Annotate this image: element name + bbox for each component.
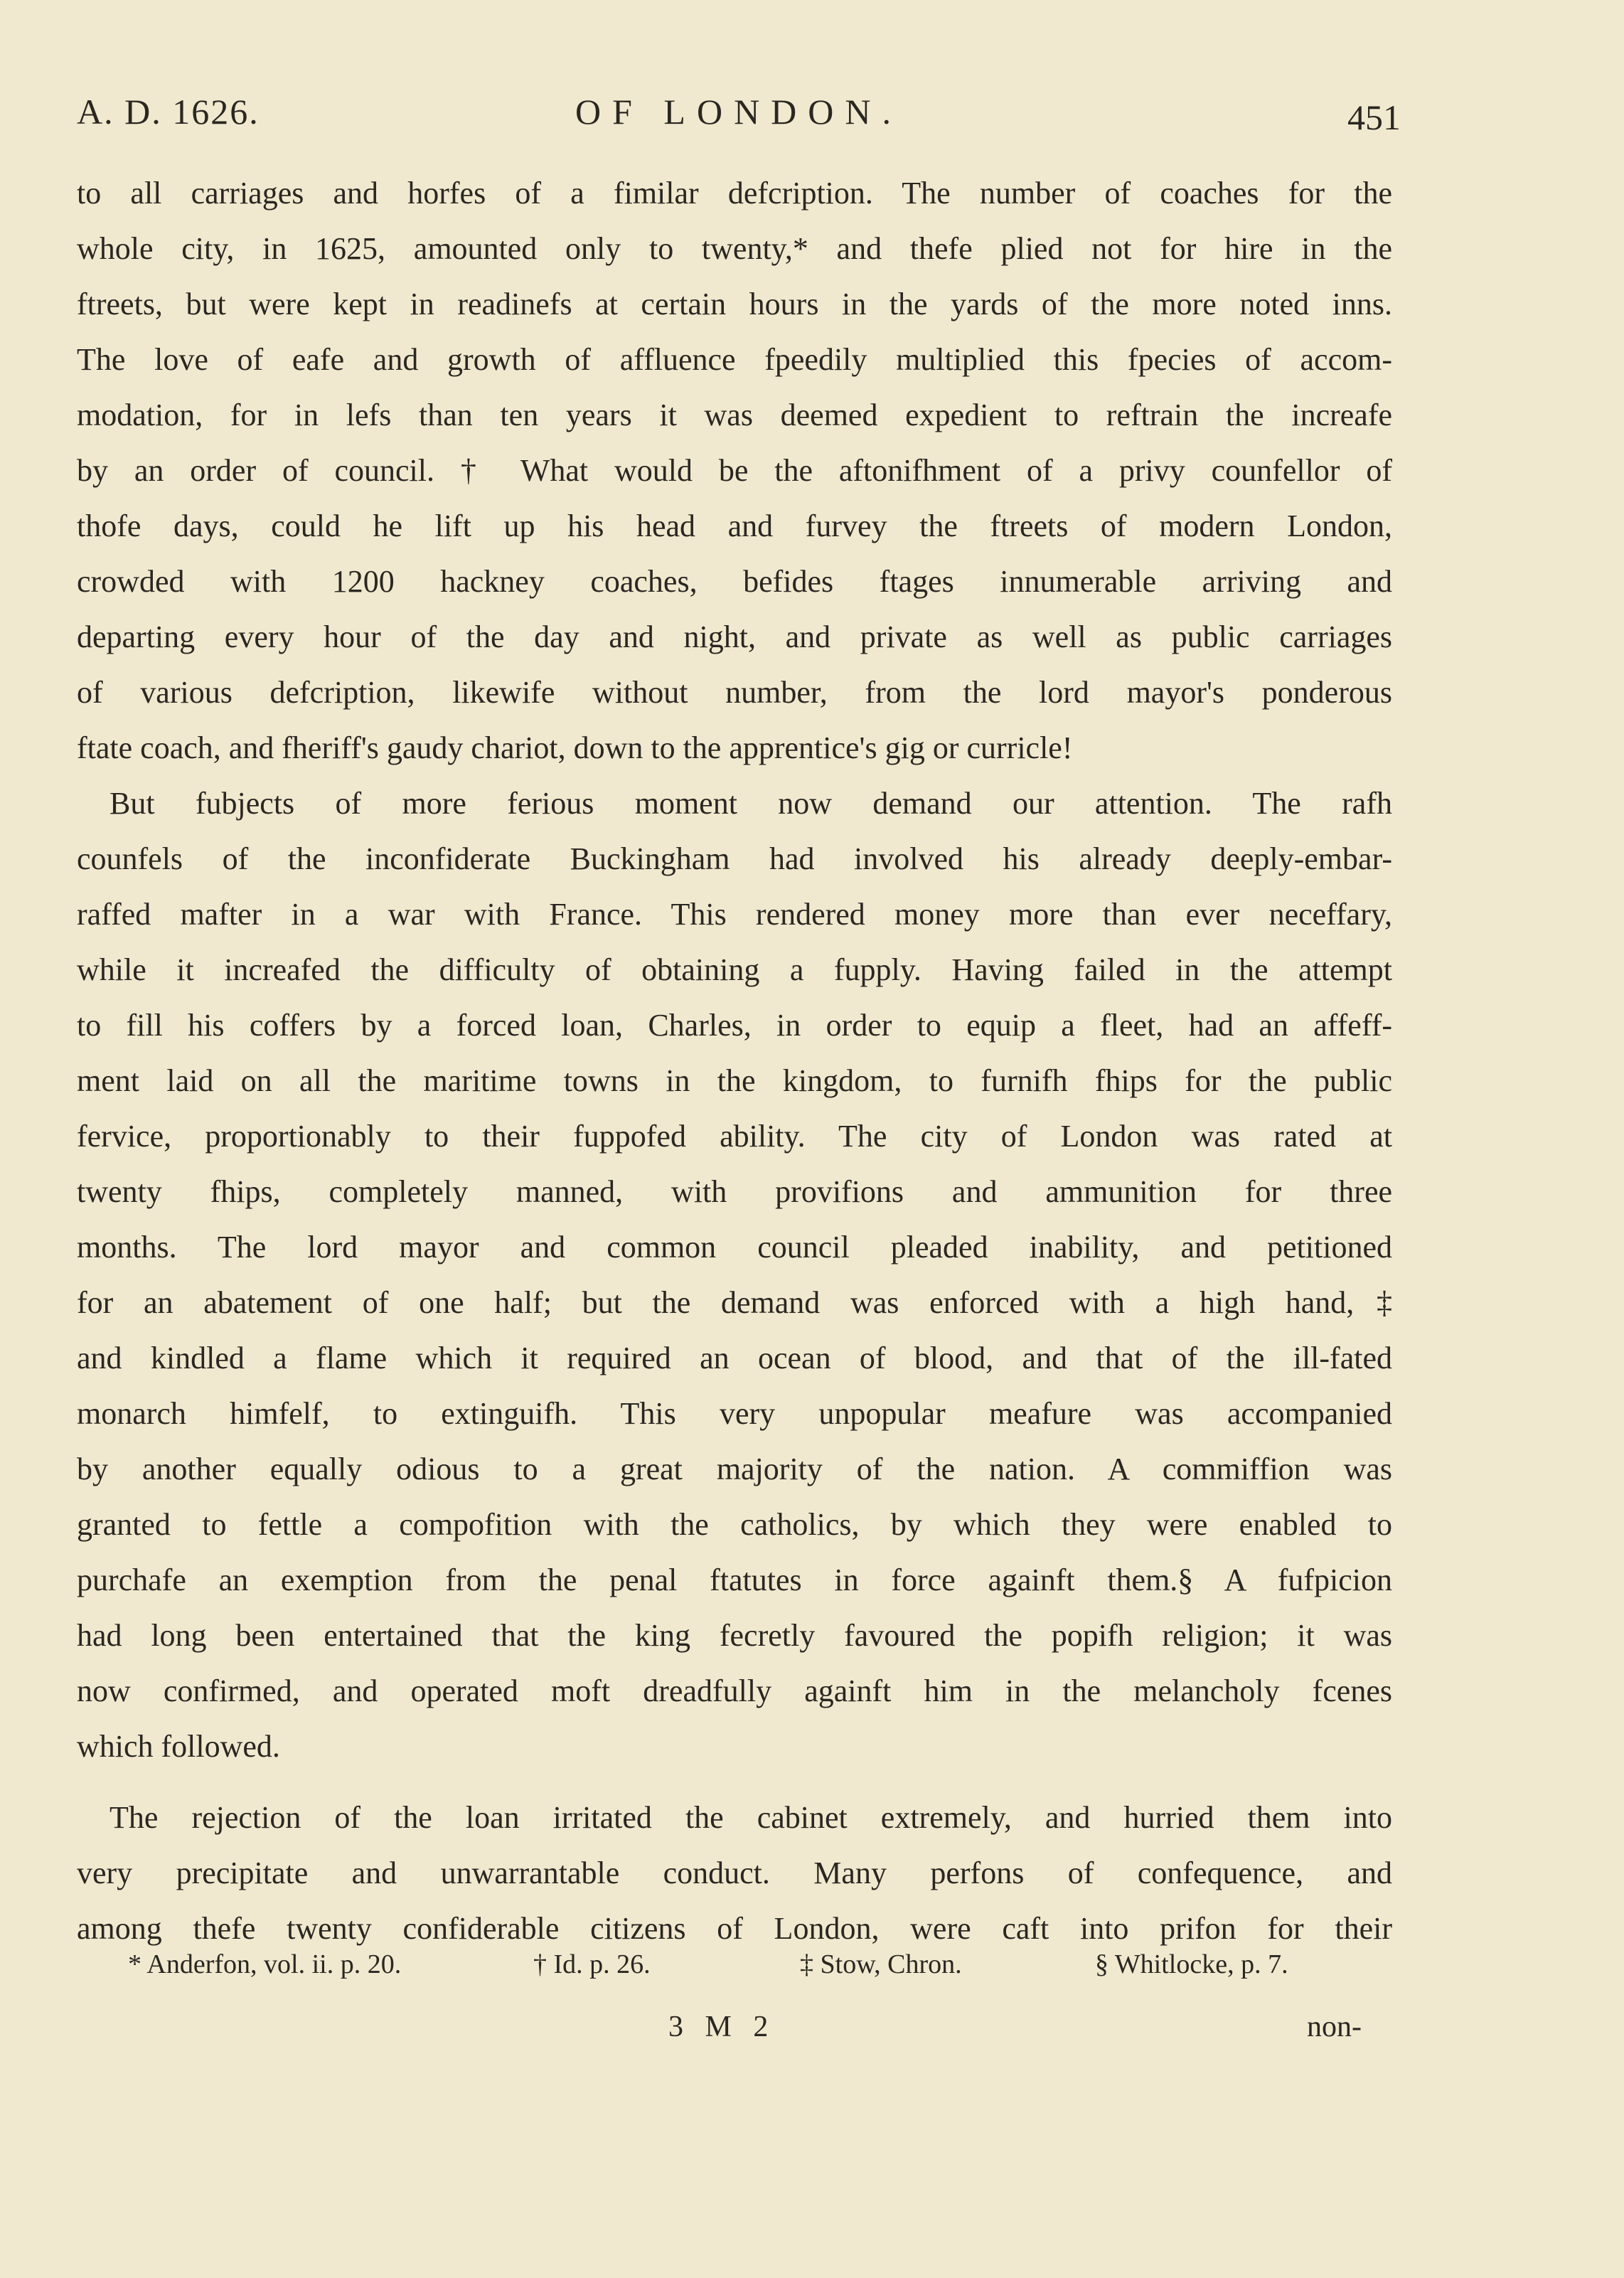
text-line: raffed mafter in a war with France. This rendered money more than ever neceffary, — [77, 897, 1392, 932]
text-line: and kindled a flame which it required an ocean of blood, and that of the ill-fated — [77, 1341, 1392, 1375]
running-header — [77, 91, 1401, 148]
text-line: very precipitate and unwarrantable conduct. Many perfons of confequence, and — [77, 1856, 1392, 1890]
footnote: * Anderfon, vol. ii. p. 20. — [128, 1949, 402, 1979]
text-line: whole city, in 1625, amounted only to twenty,* and thefe plied not for hire in the — [77, 231, 1392, 266]
text-line: twenty fhips, completely manned, with provifions and ammunition for three — [77, 1174, 1392, 1209]
text-line: ftreets, but were kept in readinefs at certain hours in the yards of the more noted inns. — [77, 287, 1392, 321]
text-line: ftate coach, and fheriff's gaudy chariot, down to the apprentice's gig or curricle! — [77, 730, 1073, 765]
text-line: now confirmed, and operated moft dreadfully againft him in the melancholy fcenes — [77, 1673, 1392, 1708]
text-line: thofe days, could he lift up his head and furvey the ftreets of modern London, — [77, 509, 1392, 543]
signature-mark: 3 M 2 — [668, 2011, 776, 2043]
text-line: modation, for in lefs than ten years it was deemed expedient to reftrain the increafe — [77, 398, 1392, 432]
text-line: departing every hour of the day and night, and private as well as public carriages — [77, 619, 1392, 654]
text-line: among thefe twenty confiderable citizens of London, were caft into prifon for their — [77, 1911, 1392, 1946]
text-line: ment laid on all the maritime towns in the kingdom, to furnifh fhips for the public — [77, 1063, 1392, 1098]
text-line: granted to fettle a compofition with the catholics, by which they were enabled to — [77, 1507, 1392, 1542]
footnote: † Id. p. 26. — [533, 1949, 651, 1979]
text-line: to fill his coffers by a forced loan, Charles, in order to equip a fleet, had an affeff- — [77, 1008, 1392, 1043]
footnote: § Whitlocke, p. 7. — [1095, 1949, 1288, 1979]
paragraph-gap — [77, 1774, 1392, 1790]
text-line: The love of eafe and growth of affluence fpeedily multiplied this fpecies of accom- — [77, 342, 1392, 377]
text-line: crowded with 1200 hackney coaches, befides ftages innumerable arriving and — [77, 564, 1392, 599]
text-line: had long been entertained that the king fecretly favoured the popifh religion; it was — [77, 1618, 1392, 1653]
header-date: A. D. 1626. — [77, 92, 260, 132]
text-line: by another equally odious to a great majority of the nation. A commiffion was — [77, 1452, 1392, 1486]
text-line: monarch himfelf, to extinguifh. This very unpopular meafure was accompanied — [77, 1396, 1392, 1431]
text-line: for an abatement of one half; but the demand was enforced with a high hand,‡ — [77, 1285, 1392, 1320]
text-line: But fubjects of more ferious moment now demand our attention. The rafh — [109, 786, 1392, 821]
text-line: purchafe an exemption from the penal ftatutes in force againft them.§ A fufpicion — [77, 1563, 1392, 1597]
text-line: months. The lord mayor and common council pleaded inability, and petitioned — [77, 1230, 1392, 1265]
text-line: by an order of council. † What would be the aftonifhment of a privy counfellor of — [77, 453, 1392, 488]
text-line: fervice, proportionably to their fuppofed ability. The city of London was rated at — [77, 1119, 1392, 1154]
text-line: which followed. — [77, 1729, 280, 1764]
page-number: 451 — [1347, 97, 1401, 137]
text-line: to all carriages and horfes of a fimilar defcription. The number of coaches for the — [77, 176, 1392, 211]
catchword: non- — [1307, 2011, 1362, 2043]
footnote: ‡ Stow, Chron. — [800, 1949, 962, 1979]
text-line: The rejection of the loan irritated the cabinet extremely, and hurried them into — [109, 1800, 1392, 1835]
text-line: while it increafed the difficulty of obtaining a fupply. Having failed in the attempt — [77, 952, 1392, 987]
header-title: OF LONDON. — [575, 92, 902, 132]
footnotes — [128, 1949, 1344, 1991]
text-line: of various defcription, likewife without number, from the lord mayor's ponderous — [77, 675, 1392, 710]
text-line: counfels of the inconfiderate Buckingham had involved his already deeply-embar- — [77, 841, 1392, 876]
body-text — [77, 166, 1392, 1957]
